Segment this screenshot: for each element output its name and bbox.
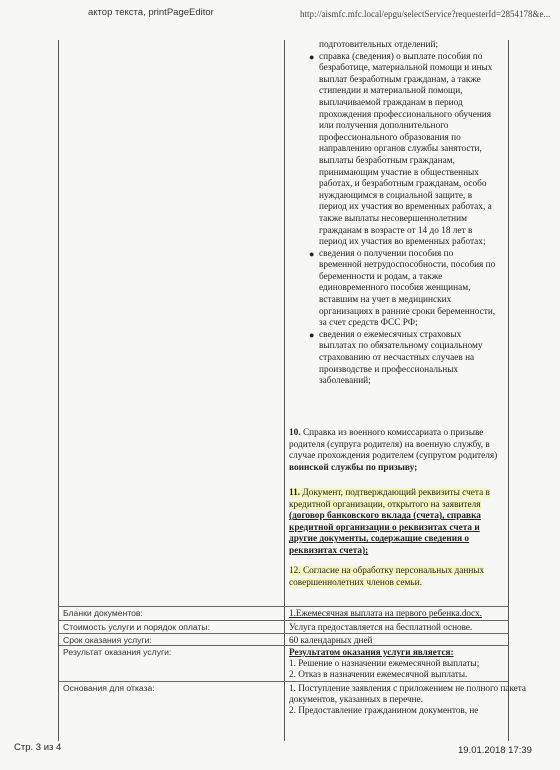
row-label: Бланки документов: bbox=[63, 608, 143, 618]
paragraph-bold-text: воинской службы по призыву; bbox=[289, 462, 418, 473]
row-divider bbox=[58, 633, 509, 634]
row-divider bbox=[58, 645, 509, 646]
bullet-icon: ● bbox=[309, 248, 315, 259]
document-list bbox=[306, 40, 496, 388]
row-divider bbox=[58, 681, 509, 682]
row-value bbox=[289, 647, 551, 680]
paragraph-number: 11. bbox=[289, 488, 301, 498]
row-value-line: 2. Предоставление гражданином документов, не bbox=[289, 705, 479, 715]
bullet-icon: ● bbox=[309, 329, 315, 340]
row-label: Основания для отказа: bbox=[63, 683, 155, 693]
row-value: Услуга предоставляется на бесплатной основе. bbox=[289, 622, 473, 632]
list-item bbox=[306, 249, 496, 330]
row-value-line: 1. Решение о назначении ежемесячной выплаты; bbox=[289, 658, 480, 668]
list-item bbox=[306, 52, 496, 249]
row-value: 60 календарных дней bbox=[289, 635, 373, 645]
print-header-url: http://aismfc.mfc.local/epgu/selectService?requesterId=2854178&e... bbox=[300, 9, 550, 19]
row-value-line: 1. Поступление заявления с приложением не полного пакета документов, указанных в перечне. bbox=[289, 683, 526, 704]
paragraph-text: Справка из военного комиссариата о призыве родителя (супруга родителя) на военную службу, в случае прохождения родителем (супругом родителя) bbox=[289, 428, 498, 462]
print-datetime: 19.01.2018 17:39 bbox=[458, 745, 532, 756]
paragraph-11 bbox=[289, 488, 501, 558]
page-counter: Стр. 3 из 4 bbox=[14, 742, 62, 753]
row-label: Стоимость услуги и порядок оплаты: bbox=[63, 622, 210, 632]
row-value-line: 2. Отказ в назначении ежемесячной выплаты. bbox=[289, 669, 468, 679]
row-value: 1.Ежемесячная выплата на первого ребенка.docx. bbox=[289, 608, 482, 618]
row-label: Срок оказания услуги: bbox=[63, 635, 152, 645]
list-item-text: справка (сведения) о выплате пособия по безработице, материальной помощи и иных выплат безработным гражданам, а также стипендии и материальной помощи, выплачиваемой гражданам в период прохождения профессионального обучения или получения дополнительного профессионального образования по направлению органов службы занятости, выплаты безработным гражданам, принимающим участие в общественных работах, и безработным гражданам, особо нуждающимся в социальной защите, в период их участия во временных работах, а также выплаты несовершеннолетним гражданам в возрасте от 14 до 18 лет в период их участия во временных работах; bbox=[319, 51, 493, 248]
paragraph-text: 12. Согласие на обработку персональных данных совершеннолетних членов семьи. bbox=[289, 566, 485, 588]
row-value-heading: Результатом оказания услуги является: bbox=[289, 647, 454, 657]
bullet-icon: ● bbox=[309, 51, 315, 62]
row-divider bbox=[58, 620, 509, 621]
list-item-text: сведения о получении пособия по временной нетрудоспособности, пособия по беременности и родам, а также единовременного пособия женщинам, вставшим на учет в медицинских организациях в ранние сроки беременности, за счет средств ФСС РФ; bbox=[319, 248, 496, 329]
table-column-divider bbox=[284, 40, 285, 741]
list-item bbox=[306, 40, 496, 52]
paragraph-10 bbox=[289, 428, 501, 474]
paragraph-number: 10. bbox=[289, 428, 301, 438]
paragraph-text: Документ, подтверждающий реквизиты счета в кредитной организации, открытого на заявителя bbox=[289, 488, 490, 510]
row-label: Результат оказания услуги: bbox=[63, 647, 172, 657]
list-item-text: подготовительных отделений; bbox=[319, 40, 439, 50]
paragraph-12 bbox=[289, 566, 501, 589]
list-item bbox=[306, 330, 496, 388]
table-left-border bbox=[58, 40, 59, 741]
row-divider bbox=[58, 606, 509, 607]
print-header-title: актор текста, printPageEditor bbox=[88, 7, 214, 18]
row-value bbox=[289, 683, 551, 716]
paragraph-underlined-text: (договор банковского вклада (счета), справка кредитной организации о реквизитах счета и другие документы, содержащие сведения о реквизитах счета); bbox=[289, 511, 481, 556]
list-item-text: сведения о ежемесячных страховых выплатах по обязательному социальному страхованию от несчастных случаев на производстве и профессиональных заболеваний; bbox=[319, 329, 483, 387]
